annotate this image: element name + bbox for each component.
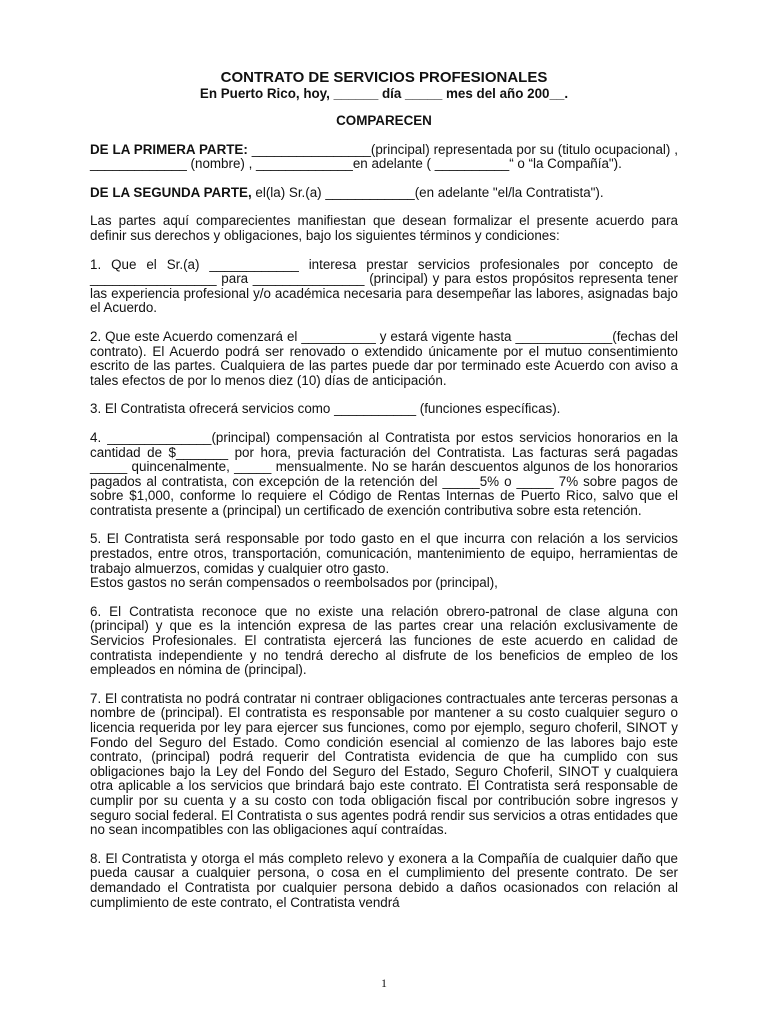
primera-parte-text: ________________(principal) representada por su (titulo ocupacional) , _____________ (nombre) , _____________en adelante ( __________“ o “la Compañía").: [90, 141, 678, 172]
clause-2: 2. Que este Acuerdo comenzará el __________ y estará vigente hasta _____________(fechas del contrato). El Acuerdo podrá ser renovado o extendido únicamente por el mutuo consentimiento escrito de las partes. Cualquiera de las partes puede dar por terminado este Acuerdo con aviso a tales efectos de por lo menos diez (10) días de anticipación.: [90, 328, 678, 388]
document-title: CONTRATO DE SERVICIOS PROFESIONALES: [220, 69, 548, 86]
section-comparecen: COMPARECEN: [336, 113, 432, 128]
segunda-parte: [90, 186, 678, 201]
primera-parte-label: DE LA PRIMERA PARTE:: [90, 141, 248, 157]
clause-3: 3. El Contratista ofrecerá servicios como ___________ (funciones específicas).: [90, 401, 561, 417]
clause-8: 8. El Contratista y otorga el más completo relevo y exonera a la Compañía de cualquier daño que pueda causar a cualquier persona, o cosa en el cumplimiento del presente contrato. De ser demandado el Contratista por cualquier persona debido a daños ocasionados con relación al cumplimiento de este contrato, el Contratista vendrá: [90, 850, 678, 910]
clause-6: 6. El Contratista reconoce que no existe una relación obrero-patronal de clase alguna con (principal) y que es la intención expresa de las partes crear una relación exclusivamente de Servicios Profesionales. El contratista ejercerá las funciones de este acuerdo en calidad de contratista independiente y no tendrá derecho al disfrute de los beneficios de empleo de los empleados en nómina de (principal).: [90, 603, 678, 678]
document-subtitle: En Puerto Rico, hoy, ______ día _____ mes del año 200__.: [199, 86, 569, 101]
clause-1: 1. Que el Sr.(a) ____________ interesa prestar servicios profesionales por concepto de _________________ para _______________ (principal) y para estos propósitos representa tener las experiencia profesional y/o académica necesaria para desempeñar las labores, asignadas bajo el Acuerdo.: [90, 256, 678, 316]
clause-4: 4. ______________(principal) compensación al Contratista por estos servicios honorarios en la cantidad de $_______ por hora, previa facturación del Contratista. Las facturas será pagadas _____ quincenalmente, _____ mensualmente. No se harán descuentos algunos de los honorarios pagados al contratista, con excepción de la retención del _____5% o _____ 7% sobre pagos de sobre $1,000, conforme lo requiere el Código de Rentas Internas de Puerto Rico, salvo que el contratista presente a (principal) un certificado de exención contributiva sobre esta retención.: [90, 429, 678, 518]
contract-body: [90, 69, 678, 924]
segunda-parte-text: el(la) Sr.(a) ____________(en adelante "el/la Contratista").: [251, 184, 604, 200]
segunda-parte-label: DE LA SEGUNDA PARTE,: [90, 184, 252, 200]
clause-5: 5. El Contratista será responsable por todo gasto en el que incurra con relación a los servicios prestados, entre otros, transportación, comunicación, mantenimiento de equipo, herramientas de trabajo almuerzos, comidas y cualquier otro gasto.: [90, 531, 678, 576]
clause-7: 7. El contratista no podrá contratar ni contraer obligaciones contractuales ante terceras personas a nombre de (principal). El contratista es responsable por mantener a su costo cualquier seguro o licencia requerida por ley para ejercer sus funciones, como por ejemplo, seguro choferil, SINOT y Fondo del Seguro del Estado. Como condición esencial al comienzo de las labores bajo este contrato, (principal) podrá requerir del Contratista evidencia de que ha cumplido con sus obligaciones bajo la Ley del Fondo del Seguro del Estado, Seguro Choferil, SINOT y cualquiera otra aplicable a los servicios que brindará bajo este contrato. El Contratista será responsable de cumplir por su cuenta y a su costo con toda obligación fiscal por contribución sobre ingresos y seguro social federal. El Contratista o sus agentes podrá rendir sus servicios a otras entidades que no sean incompatibles con las obligaciones aquí contraídas.: [90, 690, 678, 838]
page-number: 1: [381, 976, 387, 990]
intro-paragraph: Las partes aquí comparecientes manifiestan que desean formalizar el presente acuerdo para definir sus derechos y obligaciones, bajo los siguientes términos y condiciones:: [90, 213, 678, 243]
clause-5-continuation: Estos gastos no serán compensados o reembolsados por (principal),: [90, 575, 498, 591]
primera-parte: [90, 143, 678, 172]
